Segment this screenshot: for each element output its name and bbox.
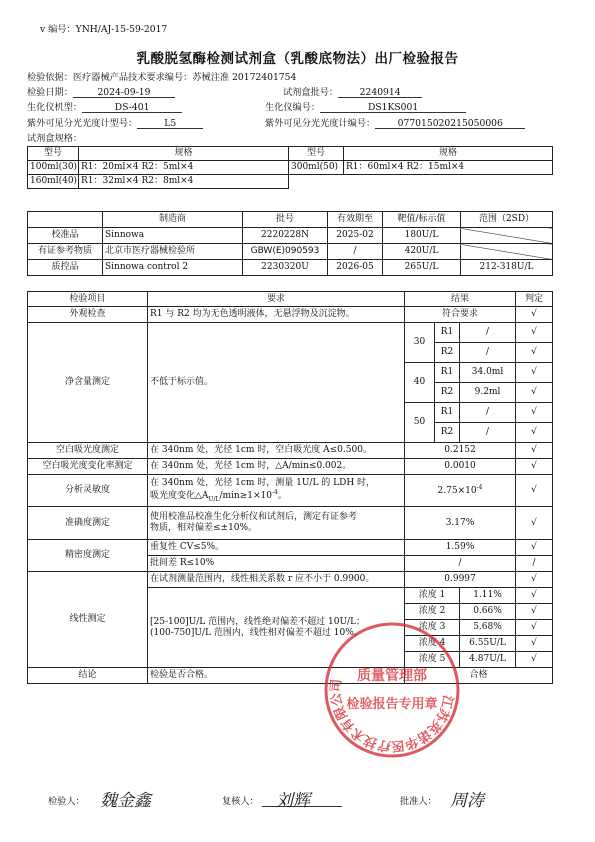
judge-check: √: [516, 604, 553, 620]
req-linearity-r: 在试剂测量范围内，线性相关系数 r 应不小于 0.9900。: [148, 572, 405, 588]
ref-header: 靶值/标示值: [383, 212, 461, 228]
analyzer-model-field: [27, 103, 182, 113]
ref-cell: Sinnowa control 2: [103, 260, 243, 276]
judge-check: √: [516, 423, 553, 443]
req-linearity-bias-line2: (100-750]U/L 范围内，线性相对偏差不超过 10%。: [150, 627, 363, 638]
req-blank-rate: 在 340nm 处，光径 1cm 时，△A/min≤0.002。: [148, 459, 405, 475]
batch-value: 2240914: [338, 88, 422, 98]
net-r2-value: 9.2ml: [460, 383, 516, 403]
inspect-date-value: 2024-09-19: [73, 88, 175, 98]
uv-model-field: [27, 119, 203, 129]
ref-cell: Sinnowa: [103, 228, 243, 244]
spec-cell: R1：20ml×4 R2：5ml×4: [79, 161, 289, 175]
ref-cell: 有证参考物质: [28, 244, 103, 260]
ref-cell: 212-318U/L: [461, 260, 553, 276]
approver-label: 批准人：: [400, 796, 437, 807]
judge-check: √: [516, 459, 553, 475]
req-net-content: 不低于标示值。: [148, 323, 405, 443]
conc-value: 5.68%: [460, 620, 516, 636]
ref-header: [28, 212, 103, 228]
result-precision-repeat: 1.59%: [405, 540, 516, 556]
uv-no-label: 紫外可见分光光度计编号：: [265, 118, 376, 129]
result-linearity-r: 0.9997: [405, 572, 516, 588]
uv-no-value: 077015020215050006: [375, 119, 525, 129]
judge-check: √: [516, 363, 553, 383]
req-precision-repeat: 重复性 CV≤5%。: [148, 540, 405, 556]
result-sensitivity: [405, 475, 516, 507]
ref-cell: 北京市医疗器械检验所: [103, 244, 243, 260]
uv-no-field: [265, 119, 525, 129]
result-sensitivity-sup: -4: [476, 484, 483, 492]
document-number: v 编号：YNH/AJ-15-59-2017: [40, 24, 168, 35]
results-table: [27, 291, 553, 684]
req-sensitivity-sup: -4: [272, 488, 278, 496]
judge-check: √: [516, 588, 553, 604]
req-linearity-bias-line1: [25-100]U/L 范围内，线性绝对偏差不超过 10U/L；: [150, 616, 366, 627]
ref-header: 制造商: [103, 212, 243, 228]
req-accuracy-line1: 使用校准品校准生化分析仪和试剂后，测定有证参考: [150, 512, 358, 523]
spec-cell: 300ml(50): [289, 161, 344, 175]
net-r1-value: 34.0ml: [460, 363, 516, 383]
req-sensitivity-tail: /min≥1×10: [219, 490, 272, 501]
item-sensitivity: 分析灵敏度: [28, 475, 148, 507]
ref-cell: 265U/L: [383, 260, 461, 276]
reviewer-signature: 刘辉: [276, 791, 310, 811]
judge-check: √: [516, 475, 553, 507]
ref-cell: GBW(E)090593: [243, 244, 328, 260]
req-sensitivity-sub: U/L: [208, 495, 220, 503]
judge-check: √: [516, 443, 553, 459]
reference-table: [27, 211, 553, 276]
spec-header: 型号: [289, 147, 344, 161]
stamp-seal: [322, 620, 462, 760]
result-appearance: 符合要求: [405, 307, 516, 323]
conc-label: 浓度 3: [405, 620, 460, 636]
req-accuracy-line2: 物质，相对偏差≤±10%。: [150, 523, 258, 533]
quality-stamp: [322, 620, 462, 764]
batch-field: [283, 88, 422, 98]
spec-table: [27, 146, 553, 189]
spec-cell: 100ml(30): [28, 161, 79, 175]
judge-check: √: [516, 507, 553, 540]
judge-check: √: [516, 383, 553, 403]
item-precision: 精密度测定: [28, 540, 148, 572]
ref-cell: 2026-05: [328, 260, 383, 276]
judge-slash: /: [516, 556, 553, 572]
result-conclusion: 合格: [405, 668, 553, 684]
net-r2-label: R2: [435, 423, 460, 443]
conc-label: 浓度 5: [405, 652, 460, 668]
item-blank-rate: 空白吸光度变化率测定: [28, 459, 148, 475]
net-r1-label: R1: [435, 403, 460, 423]
ref-header: 范围（2SD）: [461, 212, 553, 228]
req-sensitivity-text: 吸光度变化△A: [150, 490, 209, 501]
judge-check: √: [516, 652, 553, 668]
net-r1-value: /: [460, 403, 516, 423]
conc-label: 浓度 1: [405, 588, 460, 604]
report-title: 乳酸脱氢酶检测试剂盒（乳酸底物法）出厂检验报告: [136, 51, 459, 67]
ref-cell: 180U/L: [383, 228, 461, 244]
analyzer-no-value: DS1KS001: [320, 103, 466, 113]
ref-cell: 2025-02: [328, 228, 383, 244]
approver-signature: 周涛: [450, 791, 484, 811]
uv-model-value: L5: [137, 119, 203, 129]
stamp-line1: 质量管理部: [357, 668, 427, 684]
spec-cell: R1：32ml×4 R2：8ml×4: [79, 175, 289, 189]
ref-cell: 校准品: [28, 228, 103, 244]
req-accuracy: [148, 507, 405, 540]
result-blank-rate: 0.0010: [405, 459, 516, 475]
net-r2-value: /: [460, 343, 516, 363]
stamp-ring-text: 江苏英诺华医疗技术有限公司: [328, 678, 455, 754]
net-size: 50: [405, 403, 435, 443]
req-sensitivity-line2: [150, 489, 402, 503]
net-size: 30: [405, 323, 435, 363]
reviewer-label: 复核人：: [222, 796, 259, 807]
inspect-date-label: 检验日期：: [27, 87, 73, 98]
item-net-content: 净含量测定: [28, 323, 148, 443]
net-r1-label: R1: [435, 323, 460, 343]
spec-cell: [289, 175, 344, 189]
ref-cell-empty: [461, 244, 553, 260]
req-conclusion: 检验是否合格。: [148, 668, 405, 684]
judge-check: √: [516, 620, 553, 636]
req-sensitivity: [148, 475, 405, 507]
ref-cell: 质控品: [28, 260, 103, 276]
spec-header: 规格: [79, 147, 289, 161]
analyzer-model-label: 生化仪机型：: [27, 102, 83, 113]
req-sensitivity-line1: 在 340nm 处，光径 1cm 时，测量 1U/L 的 LDH 时，: [150, 478, 376, 489]
req-precision-batch: 批间差 R≤10%: [148, 556, 405, 572]
conc-value: 6.55U/L: [460, 636, 516, 652]
ref-cell: 420U/L: [383, 244, 461, 260]
judge-check: √: [516, 343, 553, 363]
spec-label: 试剂盒规格：: [27, 133, 83, 144]
analyzer-model-value: DS-401: [82, 103, 182, 113]
analyzer-no-label: 生化仪编号：: [265, 102, 321, 113]
ref-header: 有效期至: [328, 212, 383, 228]
spec-cell: 160ml(40): [28, 175, 79, 189]
svg-text:江苏英诺华医疗技术有限公司: [323, 678, 456, 759]
analyzer-no-field: [265, 103, 466, 113]
ref-cell-empty: [461, 228, 553, 244]
spec-header: 型号: [28, 147, 79, 161]
net-r1-value: /: [460, 323, 516, 343]
item-accuracy: 准确度测定: [28, 507, 148, 540]
item-linearity: 线性测定: [28, 572, 148, 668]
judge-check: √: [516, 540, 553, 556]
conc-label: 浓度 2: [405, 604, 460, 620]
net-r2-value: /: [460, 423, 516, 443]
judge-check: √: [516, 572, 553, 588]
item-blank-absorbance: 空白吸光度测定: [28, 443, 148, 459]
ref-header: 批号: [243, 212, 328, 228]
spec-cell: R1：60ml×4 R2：15ml×4: [344, 161, 553, 175]
results-header-item: 检验项目: [28, 292, 148, 307]
req-blank-absorbance: 在 340nm 处，光径 1cm 时，空白吸光度 A≤0.500。: [148, 443, 405, 459]
conc-value: 4.87U/L: [460, 652, 516, 668]
batch-label: 试剂盒批号：: [283, 87, 339, 98]
net-r1-label: R1: [435, 363, 460, 383]
result-sensitivity-base: 2.75×10: [437, 486, 477, 497]
inspector-signature: 魏金鑫: [100, 791, 151, 811]
conc-label: 浓度 4: [405, 636, 460, 652]
net-r2-label: R2: [435, 383, 460, 403]
results-header-req: 要求: [148, 292, 405, 307]
inspector-label: 检验人：: [48, 796, 85, 807]
spec-header: 规格: [344, 147, 553, 161]
net-size: 40: [405, 363, 435, 403]
result-accuracy: 3.17%: [405, 507, 516, 540]
conc-value: 0.66%: [460, 604, 516, 620]
spec-cell: [344, 175, 553, 189]
results-header-judge: 判定: [516, 292, 553, 307]
judge-check: √: [516, 323, 553, 343]
uv-model-label: 紫外可见分光光度计型号：: [27, 118, 138, 129]
ref-cell: 2220228N: [243, 228, 328, 244]
results-header-result: 结果: [405, 292, 516, 307]
stamp-line2: 检验报告专用章: [346, 697, 438, 712]
inspection-basis: 检验依据：医疗器械产品技术要求编号：苏械注准 20172401754: [27, 72, 297, 83]
net-r2-label: R2: [435, 343, 460, 363]
req-appearance: R1 与 R2 均为无色透明液体，无悬浮物及沉淀物。: [148, 307, 405, 323]
ref-cell: /: [328, 244, 383, 260]
result-precision-batch: /: [405, 556, 516, 572]
judge-check: √: [516, 403, 553, 423]
conc-value: 1.11%: [460, 588, 516, 604]
item-appearance: 外观检查: [28, 307, 148, 323]
result-blank-absorbance: 0.2152: [405, 443, 516, 459]
judge-check: √: [516, 307, 553, 323]
item-conclusion: 结论: [28, 668, 148, 684]
inspect-date-field: [27, 88, 175, 98]
ref-cell: 2230320U: [243, 260, 328, 276]
judge-check: √: [516, 636, 553, 652]
req-sensitivity-end: 。: [277, 490, 287, 501]
